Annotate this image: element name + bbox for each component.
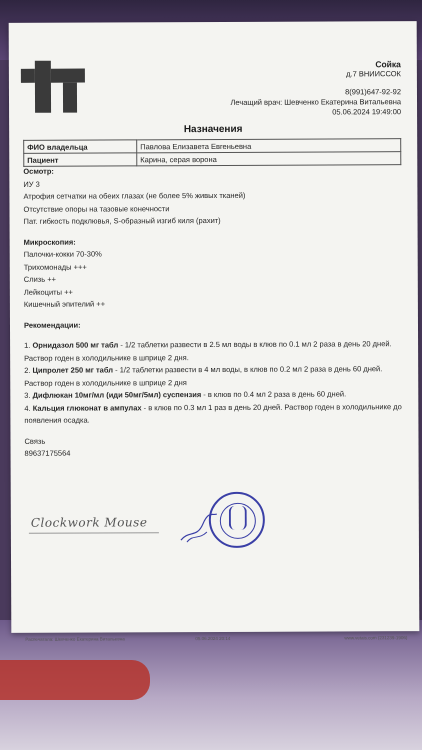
recommendation-text: - 1/2 таблетки развести в 4 мл воды, в клюв по 0.2 мл 2 раза в день 60 дней. Раствор годен в холодильнике в шприце 2 дня bbox=[24, 364, 383, 388]
doctor-name: Лечащий врач: Шевченко Екатерина Витальевна bbox=[230, 97, 402, 107]
recommendation-number: 3. bbox=[24, 390, 31, 400]
recommendation-item bbox=[24, 401, 406, 428]
document-title: Назначения bbox=[183, 123, 243, 136]
microscopy-line: Слизь ++ bbox=[23, 274, 56, 284]
recommendation-number: 4. bbox=[24, 403, 31, 413]
microscopy-line: Лейкоциты ++ bbox=[23, 287, 73, 297]
signature-line bbox=[29, 532, 159, 534]
contact-label: Связь bbox=[24, 436, 46, 446]
recommendation-drug: Ципролет 250 мг табл bbox=[32, 365, 114, 375]
owner-patient-table bbox=[23, 138, 401, 167]
recommendation-number: 1. bbox=[24, 340, 31, 350]
owner-label: ФИО владельца bbox=[24, 140, 137, 153]
recommendation-drug: Кальция глюконат в ампулах bbox=[32, 402, 142, 413]
recommendation-text: - в клюв по 0.4 мл 2 раза в день 60 дней. bbox=[201, 389, 347, 400]
patient-value: Карина, серая ворона bbox=[137, 152, 401, 166]
exam-heading: Осмотр: bbox=[23, 166, 54, 176]
clinic-header bbox=[230, 59, 401, 118]
clinic-name: Сойка bbox=[375, 59, 401, 70]
recommendation-text: - 1/2 таблетки развести в 2.5 мл воды в клюв по 0.1 мл 2 раза в день 20 дней. Раствор годен в холодильнике в шприце 2 дня. bbox=[24, 339, 392, 363]
footer-printed-by: Распечатала: Шевченко Екатерина Витальевна bbox=[25, 636, 125, 642]
patient-label: Пациент bbox=[24, 153, 137, 166]
recommendation-drug: Дифлюкан 10мг/мл (иди 50мг/5мл) суспензия bbox=[32, 390, 202, 400]
document-datetime: 05.06.2024 19:49:00 bbox=[332, 107, 402, 117]
recommendation-drug: Орнидазол 500 мг табл bbox=[32, 340, 119, 350]
footer-software: www.vetais.com (231239-1906) bbox=[344, 635, 408, 641]
document-body bbox=[23, 164, 406, 460]
recommendation-number: 2. bbox=[24, 365, 31, 375]
contact-phone: 89637175564 bbox=[24, 448, 71, 458]
footer-print-date: 05.06.2024 20:14 bbox=[195, 635, 231, 642]
clinic-stamp-icon bbox=[209, 492, 265, 548]
recommendations-heading: Рекомендации: bbox=[23, 320, 81, 330]
clinic-phone: 8(991)647-92-92 bbox=[345, 87, 401, 97]
recommendation-text: - в клюв по 0.3 мл 1 раз в день 20 дней. Раствор годен в холодильнике до появления осадка. bbox=[24, 401, 402, 425]
clinic-address: д.7 ВНИИССОК bbox=[346, 69, 401, 79]
microscopy-heading: Микроскопия: bbox=[23, 237, 76, 247]
background-red-object bbox=[0, 660, 150, 700]
microscopy-line: Трихомонады +++ bbox=[23, 262, 87, 272]
recommendation-item bbox=[24, 363, 406, 390]
microscopy-line: Палочки-кокки 70-30% bbox=[23, 249, 102, 259]
owner-value: Павлова Елизавета Евгеньевна bbox=[137, 139, 401, 153]
exam-line: ИУ 3 bbox=[23, 179, 40, 189]
recommendation-item bbox=[24, 338, 406, 365]
exam-line: Пат. гибкость подклювья, S-образный изгиб киля (рахит) bbox=[23, 215, 221, 226]
document-page bbox=[9, 21, 420, 642]
clinic-logo-icon bbox=[21, 61, 87, 123]
doctor-signature: Clockwork Mouse bbox=[30, 515, 148, 530]
exam-line: Атрофия сетчатки на обеих глазах (не более 5% живых тканей) bbox=[23, 190, 246, 201]
exam-line: Отсутствие опоры на тазовые конечности bbox=[23, 203, 170, 214]
microscopy-line: Кишечный эпителий ++ bbox=[23, 299, 106, 309]
